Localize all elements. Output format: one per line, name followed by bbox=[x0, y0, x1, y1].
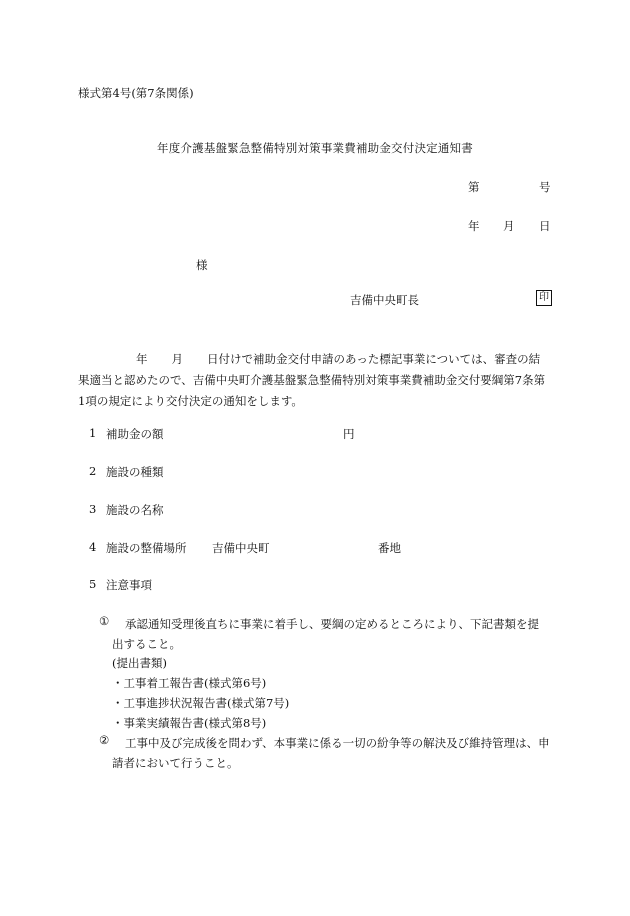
item-label-amount: 補助金の額 bbox=[106, 427, 164, 441]
item-label-facility-name: 施設の名称 bbox=[106, 503, 164, 517]
body-month: 月 bbox=[171, 352, 183, 366]
location-suffix: 番地 bbox=[378, 541, 401, 555]
form-number: 様式第4号(第7条関係) bbox=[78, 86, 194, 100]
note-1-text: 承認通知受理後直ちに事業に着手し、要綱の定めるところにより、下記書類を提出すること。 bbox=[112, 617, 539, 651]
doc-number-prefix: 第 bbox=[468, 180, 480, 194]
item-label-facility-type: 施設の種類 bbox=[106, 465, 164, 479]
body-year: 年 bbox=[136, 352, 148, 366]
document-item: ・工事着工報告書(様式第6号) bbox=[112, 676, 267, 690]
item-number: 5 bbox=[89, 577, 97, 591]
note-2-mark: ② bbox=[99, 733, 110, 747]
seal-mark: 印 bbox=[536, 290, 552, 306]
location-town: 吉備中央町 bbox=[212, 541, 270, 555]
sender: 吉備中央町長 bbox=[350, 293, 419, 307]
date-month: 月 bbox=[503, 219, 515, 233]
item-number: 3 bbox=[89, 502, 97, 516]
addressee: 様 bbox=[196, 258, 208, 272]
document-item: ・工事進捗状況報告書(様式第7号) bbox=[112, 696, 290, 710]
amount-unit: 円 bbox=[343, 427, 355, 441]
item-label-notes: 注意事項 bbox=[106, 578, 152, 592]
item-number: 4 bbox=[89, 540, 97, 554]
body-paragraph bbox=[78, 349, 550, 412]
item-number: 1 bbox=[89, 426, 97, 440]
item-number: 2 bbox=[89, 464, 97, 478]
doc-number-suffix: 号 bbox=[539, 180, 551, 194]
date-day: 日 bbox=[539, 219, 551, 233]
note-2-text: 工事中及び完成後を問わず、本事業に係る一切の紛争等の解決及び維持管理は、申請者において行うこと。 bbox=[112, 736, 550, 770]
note-1-mark: ① bbox=[99, 614, 110, 628]
item-label-facility-location: 施設の整備場所 bbox=[106, 541, 187, 555]
document-title: 年度介護基盤緊急整備特別対策事業費補助金交付決定通知書 bbox=[157, 141, 473, 155]
document-item: ・事業実績報告書(様式第8号) bbox=[112, 716, 267, 730]
body-text: 日付けで補助金交付申請のあった標記事業については、審査の結果適当と認めたので、吉備中央町介護基盤緊急整備特別対策事業費補助金交付要綱第7条第1項の規定により交付決定の通知をします。 bbox=[78, 352, 546, 408]
date-year: 年 bbox=[468, 219, 480, 233]
documents-heading: (提出書類) bbox=[112, 656, 167, 670]
